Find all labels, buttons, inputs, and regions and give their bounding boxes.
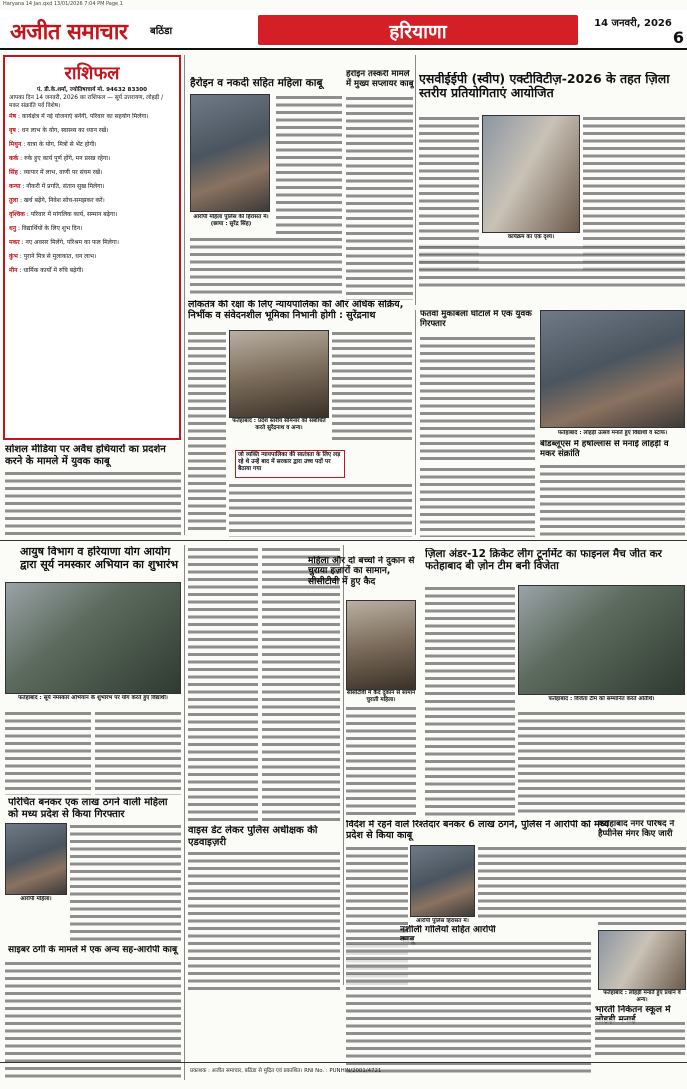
story-5-body-3 xyxy=(229,482,412,537)
rashifal-sign-name: कन्या xyxy=(9,183,21,190)
print-info: Haryana 14 Jan.qxd 13/01/2026 7:04 PM Page 1 xyxy=(3,1,123,7)
story-16-headline: नशीली गोलियों सहित आरोपी xyxy=(400,925,496,935)
rashifal-sign-item: कन्या : नौकरी में प्रगति, संतान सुख मिलेगा। xyxy=(9,183,105,190)
story-8-body xyxy=(5,710,91,795)
story-10-body xyxy=(425,585,515,695)
story-5-body xyxy=(188,330,226,530)
story-9-caption: सीसीटीवी में कैद दुकान से सामान चुराती महिला। xyxy=(346,690,416,703)
rashifal-title: राशिफल xyxy=(64,63,120,84)
rashifal-author: पं. डी.के.शर्मा, ज्योतिषाचार्य मो. 94632 83300 xyxy=(36,87,148,93)
story-4-body xyxy=(5,470,181,538)
story-4-headline: सोशल मीडिया पर अवैध हथियारों का प्रदर्शन करने के मामले में युवक काबू xyxy=(5,444,166,467)
story-10-body-3 xyxy=(518,710,685,816)
pullquote-text: जो व्यक्ति न्यायपालिका की स्वतंत्रता के लिए लड़ रहे थे उन्हें बाद में सरकार द्वारा उच्च पदों पर बैठाया गया xyxy=(238,452,341,472)
story-1-photo xyxy=(190,94,270,212)
rashifal-sign-text: कार्यक्षेत्र में नई योजनाएं बनेंगी, परिवार का सहयोग मिलेगा। xyxy=(21,113,149,120)
rashifal-sign-name: कर्क xyxy=(9,155,19,162)
masthead xyxy=(0,10,687,50)
story-11-body xyxy=(70,823,181,943)
publisher-footer: प्रकाशक : अजीत समाचार, बठिंडा से मुद्रित एवं प्रकाशित। RNI No. : PUNHIN/2001/4721 xyxy=(190,1068,382,1074)
story-10-caption: फतेहाबाद : विजेता टीम को सम्मानित करते अतिथि। xyxy=(548,696,655,702)
rashifal-sign-text: नए अवसर मिलेंगे, परिश्रम का फल मिलेगा। xyxy=(25,239,120,246)
story-3-photo xyxy=(482,115,580,233)
story-6-photo xyxy=(540,310,685,428)
story-6-headline: फतवा मुकाबला घोटाले में एक युवक गिरफ्तार xyxy=(420,310,532,329)
story-14-photo xyxy=(598,930,686,990)
story-14-body xyxy=(598,845,686,925)
story-8-body-4 xyxy=(262,546,340,821)
section-title: हरियाणा xyxy=(389,21,447,43)
rashifal-sign-text: व्यापार में लाभ, वाणी पर संयम रखें। xyxy=(23,169,103,176)
rashifal-sign-item: मकर : नए अवसर मिलेंगे, परिश्रम का फल मिलेगा। xyxy=(9,239,120,246)
story-8-headline: आयुष विभाग व हरियाणा योग आयोग द्वारा सूर्य नमस्कार अभियान का शुभारंभ xyxy=(20,546,179,571)
rashifal-box xyxy=(3,55,181,440)
footer-rule xyxy=(0,1062,687,1063)
story-2-body xyxy=(346,95,413,300)
story-8-caption: फतेहाबाद : सूर्य नमस्कार अभियान के शुभारंभ पर योग करते हुए विद्यार्थी। xyxy=(18,695,168,701)
story-11-headline: परिचित बनकर एक लाख ठगने वाली महिला को मध्य प्रदेश से किया गिरफ्तार xyxy=(8,797,168,820)
story-17-headline: भारती निकेतन स्कूल में xyxy=(595,1005,671,1015)
story-3-caption: कार्यक्रम का एक दृश्य। xyxy=(507,234,555,240)
rashifal-sign-name: सिंह xyxy=(9,169,18,176)
rashifal-sign-item: वृष : धन लाभ के योग, स्वास्थ्य का ध्यान रखें। xyxy=(9,127,109,134)
rashifal-sign-text: विद्यार्थियों के लिए शुभ दिन। xyxy=(21,225,83,232)
story-11-photo xyxy=(5,823,67,895)
rashifal-intro: आपका दिन 14 जनवरी, 2026 का राशिफल — सूर्य उत्तरायण, लोहड़ी / मकर संक्रांति पर्व विशेष। xyxy=(9,95,164,109)
story-15-headline: साइबर ठगी के मामले में एक अन्य सह-आरोपी काबू xyxy=(8,945,178,955)
story-8-body-3 xyxy=(188,546,258,821)
story-9-photo xyxy=(346,600,416,690)
rashifal-sign-name: मीन xyxy=(9,267,18,274)
rashifal-sign-text: धार्मिक कार्यों में रुचि बढ़ेगी। xyxy=(23,267,84,274)
story-5-pullquote xyxy=(235,450,345,478)
story-5-body-2 xyxy=(332,330,412,442)
rashifal-sign-name: वृष xyxy=(9,127,16,134)
rashifal-sign-name: मिथुन xyxy=(9,141,22,148)
rashifal-sign-text: पुराने मित्र से मुलाकात, धन लाभ। xyxy=(23,253,97,260)
story-9-headline: महिला और दो बच्चों ने दुकान से चुराया हज़ारों का सामान, सीसीटीवी में हुए कैद xyxy=(308,556,415,587)
story-12-body xyxy=(188,850,340,990)
story-5-photo xyxy=(229,330,329,418)
story-14-headline: फतेहाबाद नगर परिषद ने हैप्पीनेस मंगर किए जारी xyxy=(598,820,675,839)
story-9-body xyxy=(346,705,416,815)
story-2-headline: हेरोइन तस्करी मामले में मुख्य सप्लायर काबू xyxy=(346,70,414,89)
story-14-caption: फतेहाबाद : लोहड़ी मनाते हुए प्रधान व अन्य। xyxy=(603,990,681,1003)
section-banner xyxy=(258,15,578,45)
story-13-caption: आरोपी पुलिस हिरासत में। xyxy=(416,918,469,924)
story-5-headline: लोकतंत्र की रक्षा के लिए न्यायपालिका को और अधिक सक्रिय, निर्भीक व संवेदनशील भूमिका निभानी होगी : सुरेंद्रनाथ xyxy=(188,300,404,321)
story-1-body-2 xyxy=(190,236,342,298)
story-6-body-2 xyxy=(420,466,535,537)
rashifal-sign-name: वृश्चिक xyxy=(9,211,25,218)
story-3-body-3 xyxy=(419,244,685,289)
rashifal-sign-name: धनु xyxy=(9,225,17,232)
masthead-edition: बठिंडा xyxy=(150,26,173,37)
rashifal-sign-text: यात्रा के योग, मित्रों से भेंट होगी। xyxy=(27,141,97,148)
rashifal-sign-text: रुके हुए कार्य पूर्ण होंगे, मन प्रसन्न रहेगा। xyxy=(24,155,111,162)
rashifal-sign-name: मकर xyxy=(9,239,20,246)
rashifal-sign-item: मेष : कार्यक्षेत्र में नई योजनाएं बनेंगी, परिवार का सहयोग मिलेगा। xyxy=(9,113,149,120)
rashifal-sign-item: तुला : खर्च बढ़ेंगे, निवेश सोच-समझकर करें। xyxy=(9,197,105,204)
story-12-headline: वाइस डेट लेकर पुलिस अधीक्षक की एडवाइज़री xyxy=(188,825,318,848)
rashifal-sign-name: तुला xyxy=(9,197,19,204)
story-11-caption: आरोपी महिला। xyxy=(20,896,52,902)
issue-date: 14 जनवरी, 2026 xyxy=(594,18,672,29)
rashifal-sign-text: खर्च बढ़ेंगे, निवेश सोच-समझकर करें। xyxy=(23,197,105,204)
story-3-headline: एसवीईईपी (स्वीप) एक्टीविटीज़-2026 के तहत ज़िला स्तरीय प्रतियोगिताएं आयोजित xyxy=(419,72,670,101)
rashifal-sign-item: मीन : धार्मिक कार्यों में रुचि बढ़ेगी। xyxy=(9,267,84,274)
rashifal-sign-item: धनु : विद्यार्थियों के लिए शुभ दिन। xyxy=(9,225,83,232)
rashifal-sign-name: कुंभ xyxy=(9,253,18,260)
rashifal-sign-item: कुंभ : पुराने मित्र से मुलाकात, धन लाभ। xyxy=(9,253,97,260)
story-10-photo xyxy=(518,585,685,695)
masthead-name: अजीत समाचार xyxy=(10,20,128,45)
story-10-body-2 xyxy=(425,698,515,816)
rashifal-sign-text: नौकरी में प्रगति, संतान सुख मिलेगा। xyxy=(26,183,105,190)
story-1-body xyxy=(276,94,342,234)
rashifal-sign-item: मिथुन : यात्रा के योग, मित्रों से भेंट होगी। xyxy=(9,141,97,148)
story-5-caption: फतेहाबाद : प्रदेश स्तरीय सेमिनार को संबोधित करते सुरेंद्रनाथ व अन्य। xyxy=(232,418,326,431)
story-16-body xyxy=(346,940,591,1075)
story-1-caption: आरोपी महिला पुलिस की हिरासत में। (छाया : सुरेंद्र सिंह) xyxy=(193,214,269,227)
story-10-headline: ज़िला अंडर-12 क्रिकेट लीग टूर्नामेंट का फाइनल मैच जीत कर फतेहाबाद बी ज़ोन टीम बनी विजेता xyxy=(425,548,662,573)
story-13-body-2 xyxy=(478,845,598,920)
rashifal-sign-item: कर्क : रुके हुए कार्य पूर्ण होंगे, मन प्रसन्न रहेगा। xyxy=(9,155,111,162)
story-6-caption: फतेहाबाद : लोहड़ी उत्सव मनाते हुए विद्यार्थी व स्टाफ। xyxy=(557,430,668,436)
story-8-body-2 xyxy=(95,710,181,795)
page-number: 6 xyxy=(672,28,684,47)
story-13-photo xyxy=(410,845,475,917)
rashifal-sign-item: वृश्चिक : परिवार में मांगलिक कार्य, सम्मान बढ़ेगा। xyxy=(9,211,118,218)
story-17-body xyxy=(595,1020,685,1058)
story-6-body xyxy=(420,335,535,463)
story-13-headline: विदेश में रहने वाले रिश्तेदार बनकर 6 लाख ठगने, पुलिस ने आरोपी को मध्य प्रदेश से किया काबू xyxy=(346,820,609,841)
rashifal-sign-name: मेष xyxy=(9,113,17,120)
story-8-photo xyxy=(5,582,181,694)
story-7-body xyxy=(540,463,685,537)
rashifal-sign-text: धन लाभ के योग, स्वास्थ्य का ध्यान रखें। xyxy=(21,127,109,134)
rashifal-list xyxy=(9,113,175,435)
story-7-headline: बीडब्लूएस में हर्षोल्लास से मनाई लोहड़ी व मकर संक्रांति xyxy=(540,440,669,459)
rashifal-sign-text: परिवार में मांगलिक कार्य, सम्मान बढ़ेगा। xyxy=(30,211,118,218)
rashifal-sign-item: सिंह : व्यापार में लाभ, वाणी पर संयम रखें। xyxy=(9,169,103,176)
story-1-headline: हैरोइन व नकदी सहित महिला काबू xyxy=(190,77,323,89)
